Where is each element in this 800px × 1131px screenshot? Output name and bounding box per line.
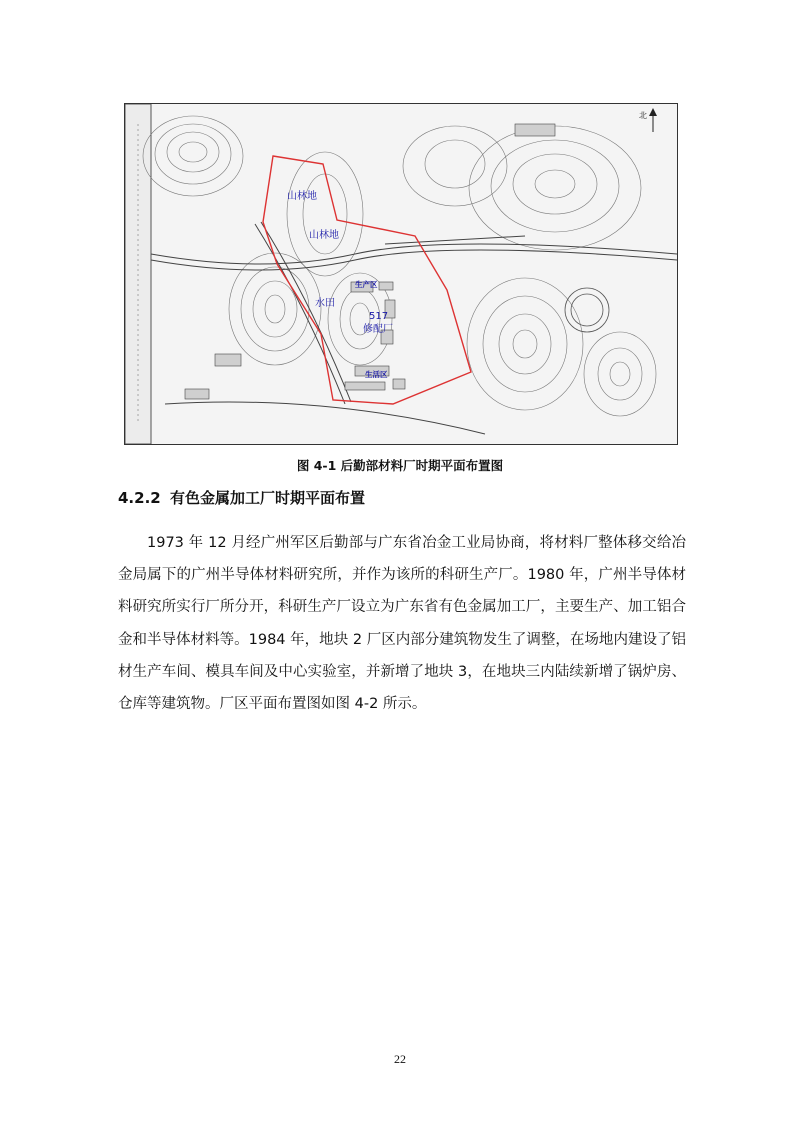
page-number: 22 [394, 1052, 406, 1066]
section-title: 有色金属加工厂时期平面布置 [170, 489, 366, 507]
north-arrowhead-icon [649, 108, 657, 116]
site-plan-map [124, 103, 678, 445]
contour-lines [143, 116, 656, 416]
seal-mark [565, 288, 609, 332]
paragraph: 1973 年 12 月经广州军区后勤部与广东省冶金工业局协商，将材料厂整体移交给冶金局属下的广州半导体材料研究所，并作为该所的科研生产厂。1980 年，广州半导体材料研究所实行厂所分开，科研生产厂设立为广东省有色金属加工厂，主要生产、加工铝合金和半导体材料等。1984 年，地块 2 厂区内部分建筑物发生了调整，在场地内建设了铝材生产车间、模具车间及中心实验室，并新增了地块 3，在地块三内陆续新增了锅炉房、仓库等建筑物。厂区平面布置图如图 4-2 所示。 [118, 535, 686, 713]
section-heading [118, 487, 365, 508]
buildings [185, 124, 555, 399]
section-number: 4.2.2 [118, 489, 161, 507]
map-label-forest-2: 山林地 [309, 230, 339, 241]
map-label-north: 北 [639, 111, 647, 120]
map-label-living-zone: 生活区 [365, 370, 388, 379]
figure-caption: 图 4-1 后勤部材料厂时期平面布置图 [296, 458, 504, 473]
map-label-forest-1: 山林地 [287, 191, 317, 202]
roads [151, 222, 677, 434]
body-text [118, 527, 686, 720]
map-label-repair-id: 517 [369, 311, 389, 322]
map-label-repair-plant: 修配厂 [363, 324, 393, 335]
map-label-paddy: 水田 [315, 298, 335, 309]
site-plan-drawing [125, 104, 677, 444]
map-label-production-zone: 生产区 [355, 280, 378, 289]
